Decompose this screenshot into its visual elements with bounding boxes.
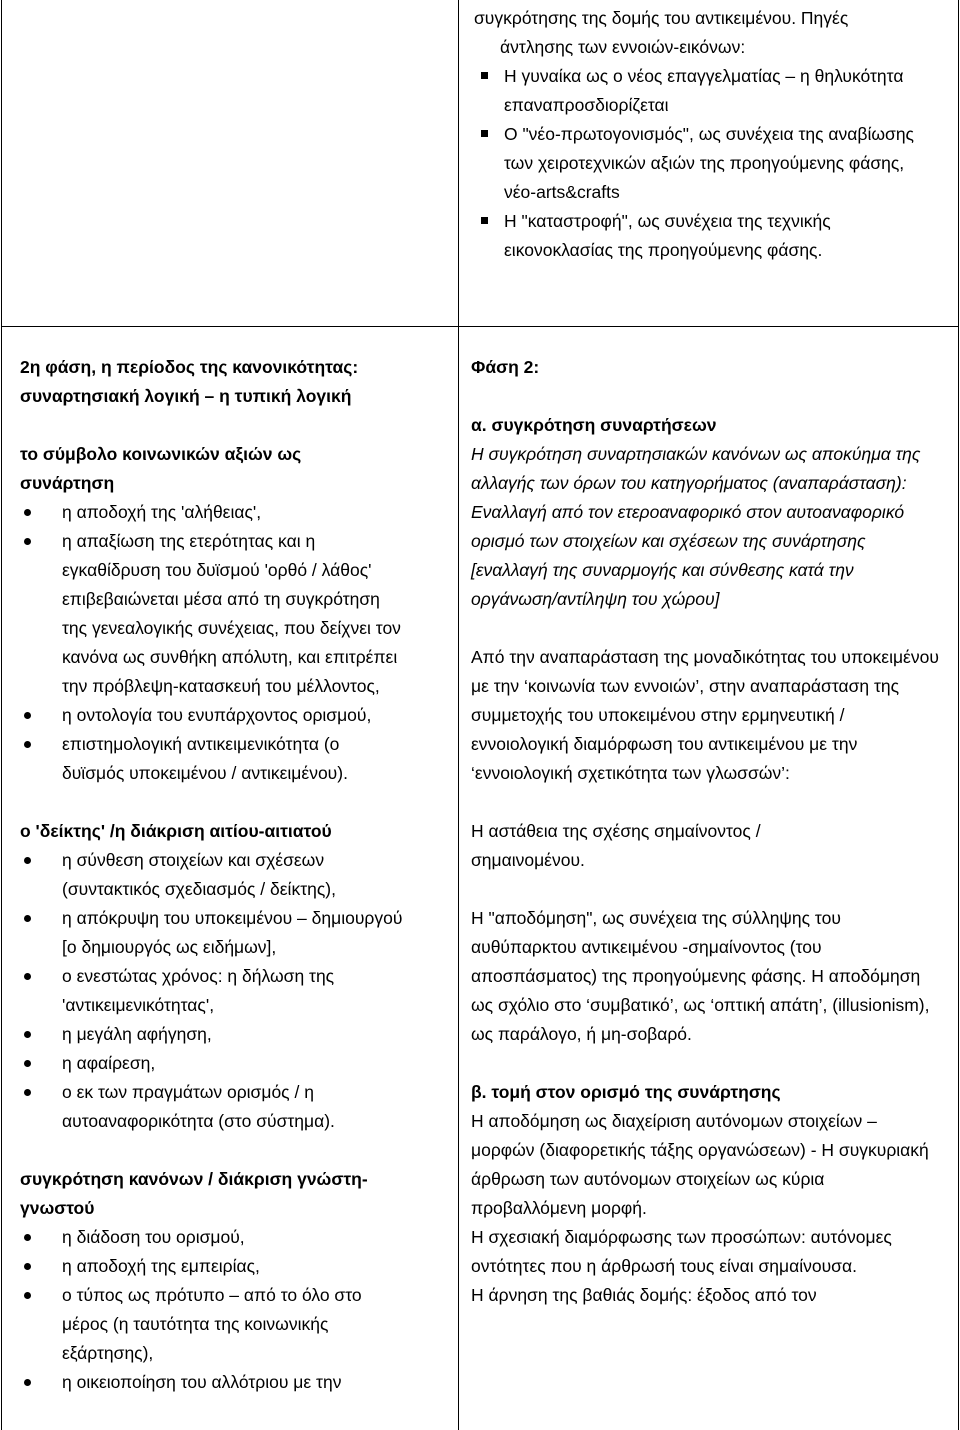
list-item: Ο "νέο-πρωτογονισμός", ως συνέχεια της αναβίωσης των χειροτεχνικών αξιών της προηγούμενης φάσης, νέο-arts&crafts [474,120,922,207]
section3-title: συγκρότηση κανόνων / διάκριση γνώστη-γνωστού [20,1169,368,1218]
section2-title: ο 'δείκτης' /η διάκριση αιτίου-αιτιατού [20,821,332,841]
list-item: η μεγάλη αφήγηση, [20,1020,405,1049]
table-row-divider [1,326,959,327]
section1-list [20,498,405,788]
table-border-right [958,0,959,1430]
list-item: ο εκ των πραγμάτων ορισμός / η αυτοαναφορικότητα (στο σύστημα). [20,1078,405,1136]
list-item: η αποδοχή της 'αλήθειας', [20,498,405,527]
beta-title: β. τομή στον ορισμό της συνάρτησης [471,1082,781,1102]
list-item: η απόκρυψη του υποκειμένου – δημιουργού [ο δημιουργός ως ειδήμων], [20,904,405,962]
paragraph: Η αποδόμηση ως διαχείριση αυτόνομων στοιχείων – μορφών (διαφορετικής τάξης οργανώσεων) - Η συγκυριακή άρθρωση των αυτόνομων στοιχείων ως κύρια προβαλλόμενη μορφή. [471,1111,929,1218]
paragraph: Η σχεσιακή διαμόρφωσης των προσώπων: αυτόνομες οντότητες που η άρθρωσή τους είναι σημαίνουσα. [471,1227,892,1276]
table-border-left [1,0,2,1430]
paragraph: Η αστάθεια της σχέσης σημαίνοντος / σημαινομένου. [471,821,761,870]
paragraph: Η "αποδόμηση", ως συνέχεια της σύλληψης του αυθύπαρκτου αντικειμένου -σημαίνοντος (του αποσπάσματος) της προηγούμενης φάσης. Η αποδόμηση ως σχόλιο στο ‘συμβατικό’, ως ‘οπτική απάτη’, (illusionism), ως παράλογο, ή μη-σοβαρό. [471,908,930,1044]
list-item: η σύνθεση στοιχείων και σχέσεων (συντακτικός σχεδιασμός / δείκτης), [20,846,405,904]
list-item: Η "καταστροφή", ως συνέχεια της τεχνικής εικονοκλασίας της προηγούμενης φάσης. [474,207,922,265]
list-item: η οντολογία του ενυπάρχοντος ορισμού, [20,701,405,730]
list-item: η απαξίωση της ετερότητας και η εγκαθίδρυση του δυϊσμού 'ορθό / λάθος' επιβεβαιώνεται μέσα από τη συγκρότηση της γενεαλογικής συνέχειας, που δείχνει τον κανόνα ως συνθήκη απόλυτη, και επιτρέπει την πρόβλεψη-κατασκευή του μέλλοντος, [20,527,405,701]
right-cell [471,353,941,1310]
list-item: ο τύπος ως πρότυπο – από το όλο στο μέρος (η ταυτότητα της κοινωνικής εξάρτησης), [20,1281,405,1368]
sources-list [474,62,922,265]
alpha-title: α. συγκρότηση συναρτήσεων [471,415,717,435]
list-item: η οικειοποίηση του αλλότριου με την [20,1368,405,1397]
list-item: ο ενεστώτας χρόνος: η δήλωση της 'αντικειμενικότητας', [20,962,405,1020]
paragraph: Από την αναπαράσταση της μοναδικότητας του υποκειμένου με την ‘κοινωνία των εννοιών’, στην αναπαράσταση της συμμετοχής του υποκειμένου στην ερμηνευτική / εννοιολογική διαμόρφωση του αντικειμένου με την ‘εννοιολογική σχετικότητα των γλωσσών’: [471,647,939,783]
table-column-divider [458,0,459,1430]
section1-title: το σύμβολο κοινωνικών αξιών ως συνάρτηση [20,444,302,493]
section3-list [20,1223,405,1397]
alpha-italic-text: Η συγκρότηση συναρτησιακών κανόνων ως αποκύημα της αλλαγής των όρων του κατηγορήματος (αναπαράσταση): Εναλλαγή από τον ετεροαναφορικό στον αυτοαναφορικό ορισμό των στοιχείων και σχέσεων της συνάρτησης [εναλλαγή της συναρμογής και σύνθεσης κατά την οργάνωση/αντίληψη του χώρου] [471,444,921,609]
list-item: η διάδοση του ορισμού, [20,1223,405,1252]
list-item: η αφαίρεση, [20,1049,405,1078]
paragraph: Η άρνηση της βαθιάς δομής: έξοδος από τον [471,1285,817,1305]
paragraph-sources-line2: άντλησης των εννοιών-εικόνων: [500,37,746,57]
phase-title: Φάση 2: [471,357,540,377]
list-item: Η γυναίκα ως ο νέος επαγγελματίας – η θηλυκότητα επαναπροσδιορίζεται [474,62,922,120]
top-right-cell [474,4,922,265]
paragraph-sources-line1: συγκρότησης της δομής του αντικειμένου. Πηγές [474,8,849,28]
list-item: επιστημολογική αντικειμενικότητα (ο δυϊσμός υποκειμένου / αντικειμένου). [20,730,405,788]
left-cell [20,353,438,1397]
section2-list [20,846,405,1136]
list-item: η αποδοχή της εμπειρίας, [20,1252,405,1281]
phase-heading: 2η φάση, η περίοδος της κανονικότητας: συναρτησιακή λογική – η τυπική λογική [20,357,359,406]
